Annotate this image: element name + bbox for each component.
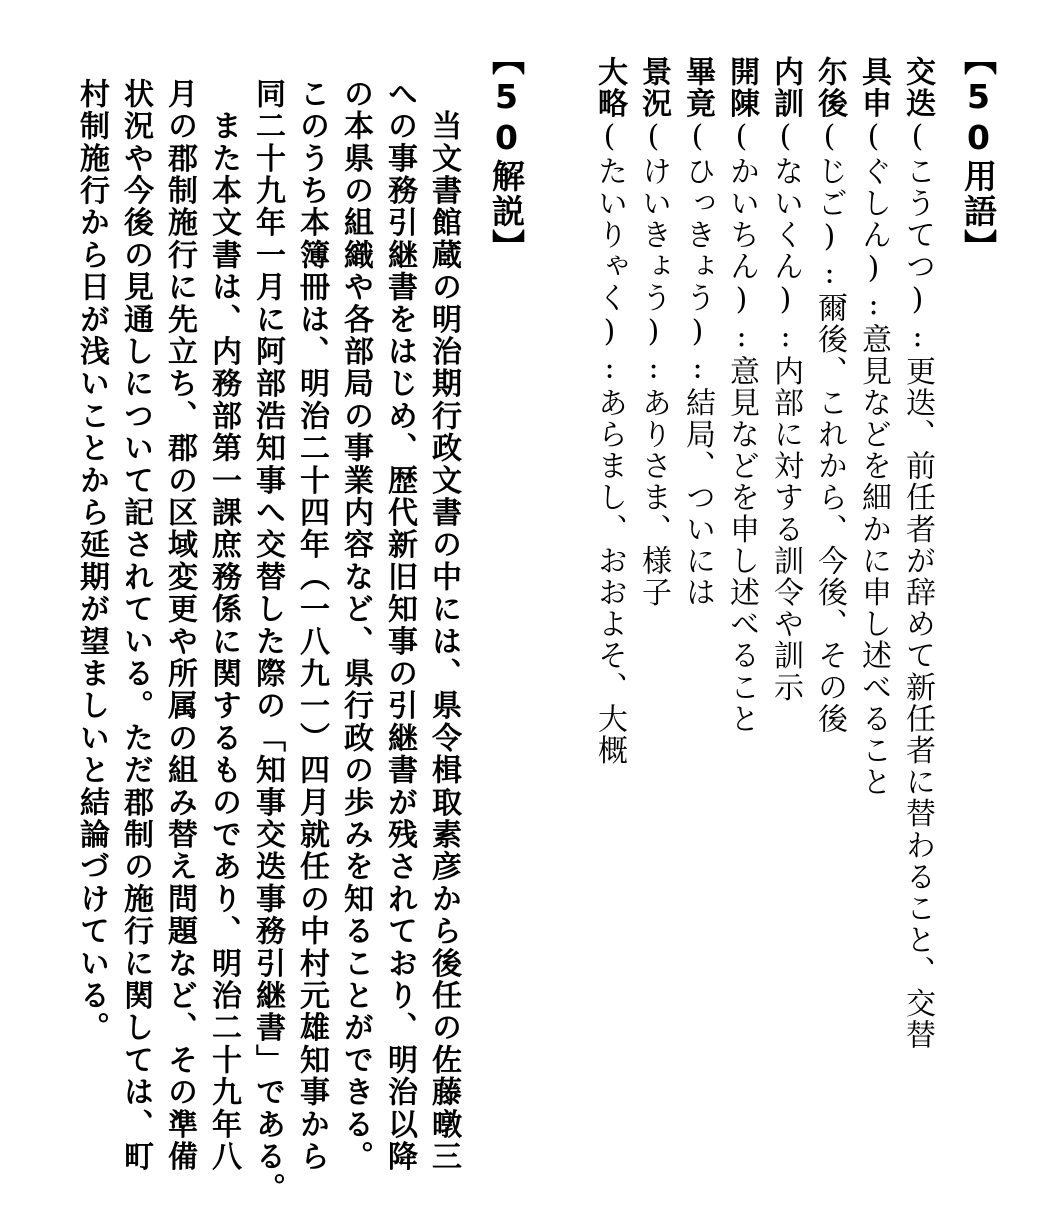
glossary-item: [812, 56, 847, 735]
glossary-item: [592, 56, 627, 767]
glossary-term: 開陳: [724, 56, 759, 120]
glossary-term: 畢竟: [680, 56, 715, 120]
glossary-definition: (じご):爾後、これから、今後、その後: [812, 119, 847, 735]
glossary-term: 内訓: [768, 56, 803, 120]
commentary-line: 村制施行から日が浅いことから延期が望ましいと結論づけている。: [74, 78, 109, 1044]
glossary-term: 大略: [592, 56, 627, 120]
glossary-item: [900, 56, 935, 1051]
glossary-item: [768, 56, 803, 704]
glossary-term: 景況: [636, 56, 671, 120]
glossary-term: 具申: [856, 56, 891, 120]
commentary-line: への事務引継書をはじめ、歴代新旧知事の引継書が残されており、明治以降: [382, 78, 417, 1173]
glossary-definition: (ぐしん):意見などを細かに申し述べること: [856, 119, 891, 798]
commentary-line: の本県の組織や各部局の事業内容など、県行政の歩みを知ることができる。: [338, 78, 373, 1173]
glossary-item: [680, 56, 715, 609]
commentary-line: 月の郡制施行に先立ち、郡の区域変更や所属の組み替え問題など、その準備: [162, 78, 197, 1173]
glossary-definition: (こうてつ):更迭、前任者が辞めて新任者に替わること、交替: [900, 119, 935, 1051]
commentary-line: 状況や今後の見通しについて記されている。ただ郡制の施行に関しては、町: [118, 78, 153, 1173]
glossary-definition: (たいりゃく):あらまし、おおよそ、大概: [592, 119, 627, 767]
commentary-heading: 【50解説】: [487, 42, 526, 264]
glossary-definition: (かいちん):意見などを申し述べること: [724, 119, 759, 735]
glossary-definition: (けいきょう):ありさま、様子: [636, 119, 671, 609]
glossary-item: [636, 56, 671, 609]
commentary-line: このうち本簿冊は、明治二十四年（一八九一）四月就任の中村元雄知事から: [294, 78, 329, 1173]
commentary-line: 同二十九年一月に阿部浩知事へ交替した際の「知事交迭事務引継書」である。: [250, 78, 285, 1205]
glossary-term: 尓後: [812, 56, 847, 120]
commentary-line: また本文書は、内務部第一課庶務係に関するものであり、明治二十九年八: [206, 78, 241, 1173]
glossary-term: 交迭: [900, 56, 935, 120]
glossary-item: [724, 56, 759, 735]
glossary-definition: (ひっきょう):結局、ついには: [680, 119, 715, 609]
glossary-heading: 【50用語】: [959, 42, 998, 264]
commentary-line: 当文書館蔵の明治期行政文書の中には、県令楫取素彦から後任の佐藤暾三: [426, 78, 461, 1173]
glossary-item: [856, 56, 891, 798]
glossary-definition: (ないくん):内部に対する訓令や訓示: [768, 119, 803, 704]
